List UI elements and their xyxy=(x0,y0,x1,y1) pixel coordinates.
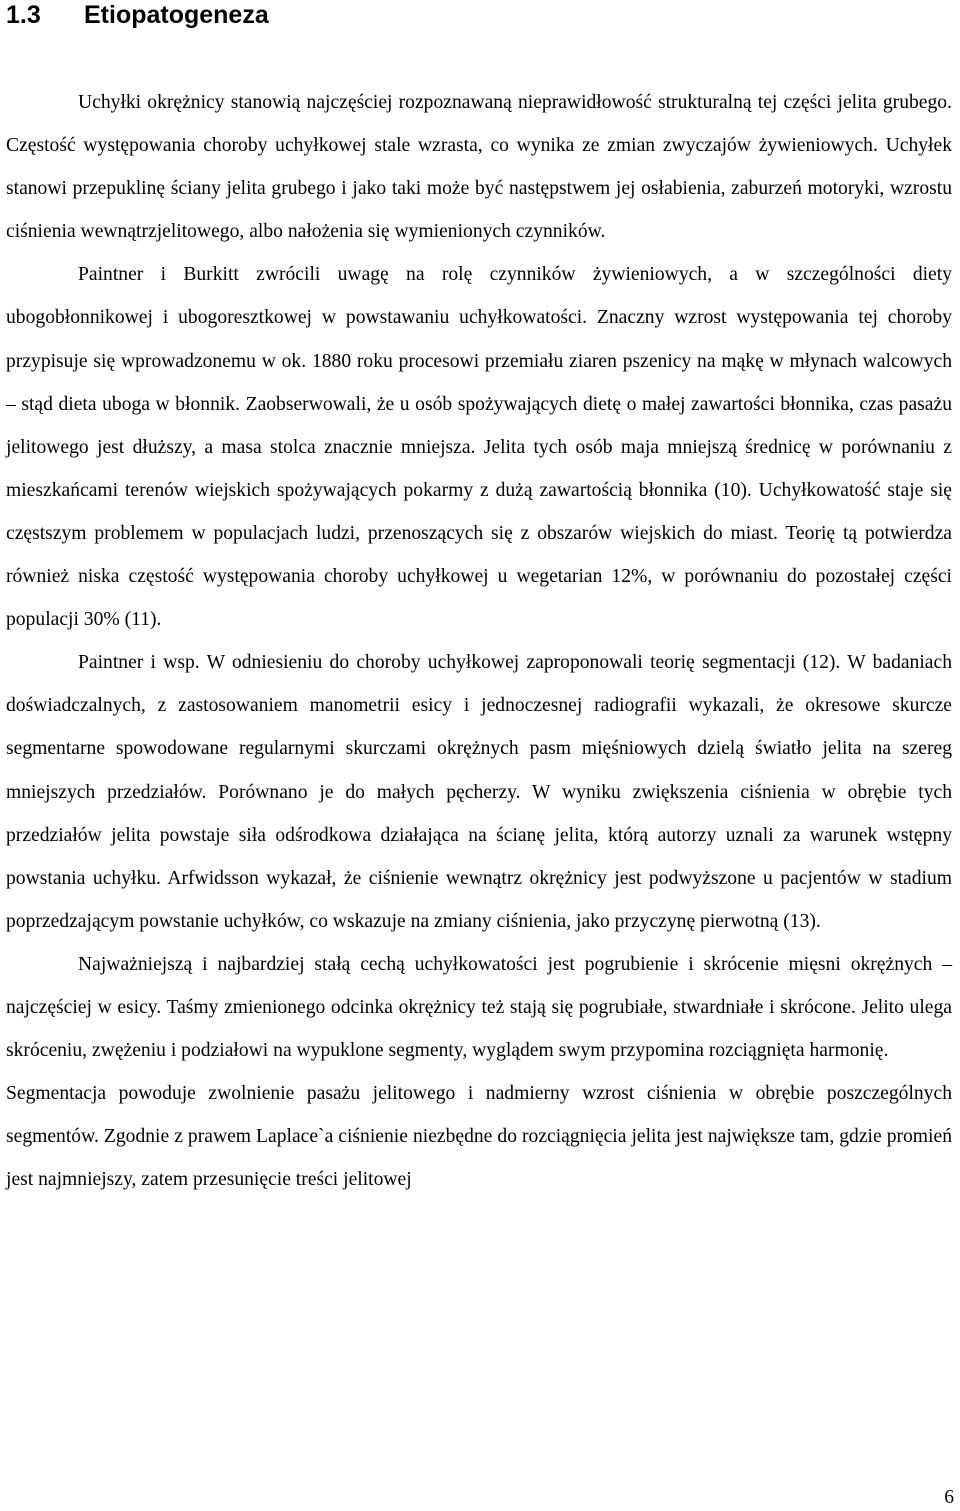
section-number: 1.3 xyxy=(6,1,41,29)
section-heading xyxy=(6,0,269,30)
paragraph-3: Paintner i wsp. W odniesieniu do choroby uchyłkowej zaproponowali teorię segmentacji (12). W badaniach doświadczalnych, z zastosowaniem manometrii esicy i jednoczesnej radiografii wykazali, że okresowe skurcze segmentarne spowodowane regularnymi skurczami okrężnych pasm mięśniowych dzielą światło jelita na szereg mniejszych przedziałów. Porównano je do małych pęcherzy. W wyniku zwiększenia ciśnienia w obrębie tych przedziałów jelita powstaje siła odśrodkowa działająca na ścianę jelita, którą autorzy uznali za warunek wstępny powstania uchyłku. Arfwidsson wykazał, że ciśnienie wewnątrz okrężnicy jest podwyższone u pacjentów w stadium poprzedzającym powstanie uchyłków, co wskazuje na zmiany ciśnienia, jako przyczynę pierwotną (13). xyxy=(6,652,952,932)
document-body xyxy=(6,81,952,1201)
paragraph-4: Najważniejszą i najbardziej stałą cechą uchyłkowatości jest pogrubienie i skrócenie mięsni okrężnych – najczęściej w esicy. Taśmy zmienionego odcinka okrężnicy też stają się pogrubiałe, stwardniałe i skrócone. Jelito ulega skróceniu, zwężeniu i podziałowi na wypuklone segmenty, wyglądem swym przypomina rozciągnięta harmonię. xyxy=(6,953,952,1062)
paragraph-1: Uchyłki okrężnicy stanowią najczęściej rozpoznawaną nieprawidłowość strukturalną tej części jelita grubego. Częstość występowania choroby uchyłkowej stale wzrasta, co wynika ze zmian zwyczajów żywieniowych. Uchyłek stanowi przepuklinę ściany jelita grubego i jako taki może być następstwem jej osłabienia, zaburzeń motoryki, wzrostu ciśnienia wewnątrzjelitowego, albo nałożenia się wymienionych czynników. xyxy=(6,92,952,243)
paragraph-2: Paintner i Burkitt zwrócili uwagę na rolę czynników żywieniowych, a w szczególności diety ubogobłonnikowej i ubogoresztkowej w powstawaniu uchyłkowatości. Znaczny wzrost występowania tej choroby przypisuje się wprowadzonemu w ok. 1880 roku procesowi przemiału ziaren pszenicy na mąkę w młynach walcowych – stąd dieta uboga w błonnik. Zaobserwowali, że u osób spożywających dietę o małej zawartości błonnika, czas pasażu jelitowego jest dłuższy, a masa stolca znacznie mniejsza. Jelita tych osób maja mniejszą średnicę w porównaniu z mieszkańcami terenów wiejskich spożywających pokarmy z dużą zawartością błonnika (10). Uchyłkowatość staje się częstszym problemem w populacjach ludzi, przenoszących się z obszarów wiejskich do miast. Teorię tą potwierdza również niska częstość występowania choroby uchyłkowej u wegetarian 12%, w porównaniu do pozostałej części populacji 30% (11). xyxy=(6,264,952,631)
paragraph-5: Segmentacja powoduje zwolnienie pasażu jelitowego i nadmierny wzrost ciśnienia w obrębie poszczególnych segmentów. Zgodnie z prawem Laplace`a ciśnienie niezbędne do rozciągnięcia jelita jest największe tam, gdzie promień jest najmniejszy, zatem przesunięcie treści jelitowej xyxy=(6,1083,952,1191)
page-number: 6 xyxy=(944,1487,954,1508)
section-title: Etiopatogeneza xyxy=(84,1,269,29)
